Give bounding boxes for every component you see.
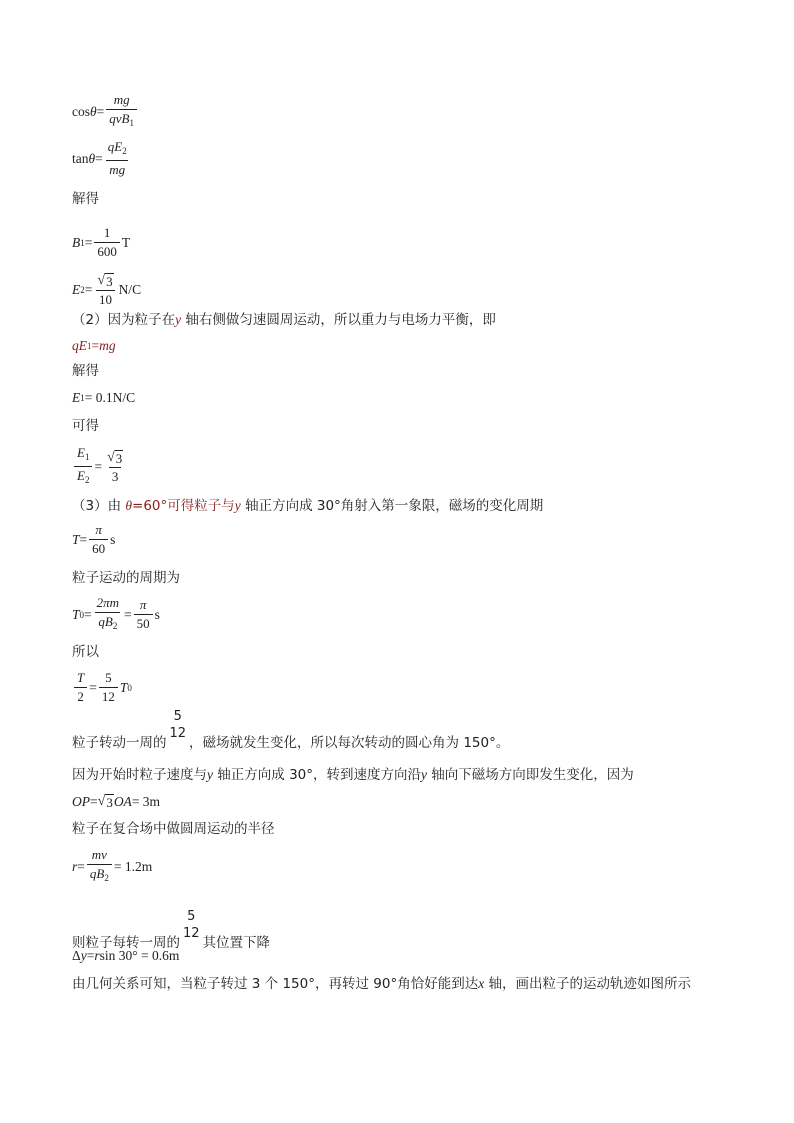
because-line <box>72 766 634 784</box>
fraction <box>89 522 108 557</box>
text-radius: 粒子在复合场中做圆周运动的半径 <box>72 821 275 837</box>
part3-suffix: 轴正方向成 30°角射入第一象限，磁场的变化周期 <box>240 498 544 514</box>
equation-E-ratio <box>72 445 128 488</box>
part3-prefix: （3）由 <box>72 498 126 514</box>
text-jiede-1: 解得 <box>72 191 99 207</box>
because-suffix: 轴向下磁场方向即发生变化，因为 <box>427 767 634 783</box>
fraction-E-ratio <box>74 445 92 488</box>
subscript: 0 <box>79 609 85 620</box>
subscript: 2 <box>112 621 118 631</box>
var-y: y <box>421 767 428 782</box>
equals-sign: = <box>96 103 105 119</box>
denominator: 12 <box>99 687 118 705</box>
denominator-qB: qB <box>98 614 113 629</box>
equation-E1 <box>72 389 135 407</box>
T-symbol: T <box>72 531 80 547</box>
equals-sign: = <box>91 338 100 353</box>
var-x: x <box>478 976 485 991</box>
sqrt: √ 3 <box>97 794 113 810</box>
equals-sign-2: = <box>124 606 132 622</box>
fraction-5-12 <box>99 670 118 705</box>
var-y: y <box>207 767 213 782</box>
subscript: 2 <box>104 873 109 883</box>
denominator: 50 <box>134 614 153 632</box>
denominator-qB: qB <box>89 866 105 881</box>
fraction-pi-50 <box>134 597 153 632</box>
numerator: 2πm <box>96 595 120 610</box>
equals-sign: = <box>84 606 92 622</box>
equation-qE1-mg <box>72 337 116 355</box>
tan-text: tan <box>72 150 89 166</box>
E-symbol: E <box>72 390 81 405</box>
equation-B1 <box>72 225 130 260</box>
subscript: 1 <box>80 237 85 248</box>
fraction <box>105 139 130 178</box>
T-symbol: T <box>119 679 128 695</box>
subscript: 2 <box>80 285 85 295</box>
because-prefix: 因为开始时粒子速度与 <box>72 767 207 783</box>
numerator: 5 <box>105 670 112 685</box>
denominator: 10 <box>96 290 115 308</box>
unit: T <box>121 234 131 250</box>
part-2-text <box>72 311 496 329</box>
equals-sign: = <box>90 794 98 809</box>
inline-fraction-5-12 <box>181 908 202 942</box>
subscript: 1 <box>129 118 134 128</box>
fraction-sqrt3-3 <box>104 449 126 485</box>
fraction <box>94 272 116 308</box>
final-line <box>72 975 691 993</box>
subscript: 1 <box>84 452 90 462</box>
numerator-qE: qE <box>107 139 123 154</box>
y-symbol: y <box>80 948 87 963</box>
denominator: 12 <box>183 926 200 941</box>
numerator: mg <box>113 92 130 107</box>
r-symbol: r <box>72 858 78 874</box>
part2-suffix: 轴右侧做匀速圆周运动，所以重力与电场力平衡，即 <box>181 312 496 328</box>
equation-r <box>72 847 152 886</box>
equation-cos-theta <box>72 92 139 131</box>
text-motion-period: 粒子运动的周期为 <box>72 570 180 586</box>
theta-symbol: θ <box>88 150 96 166</box>
final-prefix: 由几何关系可知，当粒子转过 3 个 150°，再转过 90°角恰好能到达 <box>72 976 479 992</box>
equation-tan-theta <box>72 139 132 178</box>
rotate-suffix: ，磁场就发生变化，所以每次转动的圆心角为 150°。 <box>189 735 510 751</box>
rhs-mg: mg <box>99 338 116 353</box>
sqrt: √ 3 <box>97 273 113 289</box>
unit: N/C <box>118 282 142 297</box>
B-symbol: B <box>72 234 81 250</box>
T-symbol: T <box>72 606 80 622</box>
subscript: 0 <box>127 682 132 693</box>
denominator: 2 <box>74 687 87 705</box>
equals-sign: = <box>94 458 103 474</box>
cos-text: cos <box>72 103 90 119</box>
equals-sign: = <box>84 282 93 297</box>
OA-symbol: OA <box>113 794 132 809</box>
rotate-line <box>72 709 510 752</box>
sqrt-content: 3 <box>115 450 123 466</box>
rhs-value: = 0.1N/C <box>84 390 136 405</box>
unit: s <box>154 606 160 622</box>
equation-T <box>72 522 115 557</box>
equals-sign: = <box>89 679 97 695</box>
text-suoyi: 所以 <box>72 644 99 660</box>
rhs-value: = 3m <box>131 794 161 809</box>
rotate-prefix: 粒子转动一周的 <box>72 735 167 751</box>
unit: s <box>110 531 116 547</box>
numerator-pi: π <box>95 522 102 537</box>
part2-prefix: （2）因为粒子在 <box>72 312 176 328</box>
r-symbol: r <box>94 948 100 963</box>
sin-expression: sin 30° = 0.6m <box>99 948 180 963</box>
numerator-T: T <box>77 670 85 685</box>
denominator: 60 <box>89 539 108 557</box>
rhs-value: = 1.2m <box>113 858 153 874</box>
theta-symbol: θ <box>90 103 97 119</box>
inline-fraction-5-12 <box>168 708 189 742</box>
equation-half-period <box>72 670 132 705</box>
equation-E2 <box>72 272 141 308</box>
equation-OP <box>72 793 160 811</box>
subscript: 2 <box>84 475 90 485</box>
denominator-B: B <box>121 111 130 126</box>
text-kede: 可得 <box>72 418 99 434</box>
numerator: mv <box>91 847 107 862</box>
text-jiede-2: 解得 <box>72 363 99 379</box>
denominator-E: E <box>77 468 85 483</box>
equation-T0 <box>72 595 160 634</box>
denominator: 3 <box>109 467 122 485</box>
numerator: 5 <box>187 909 196 924</box>
final-suffix: 轴，画出粒子的运动轨迹如图所示 <box>484 976 691 992</box>
subscript: 1 <box>80 393 85 403</box>
OP-symbol: OP <box>72 794 90 809</box>
fraction-mv-qB2 <box>87 847 112 886</box>
sqrt: √ 3 <box>107 449 123 466</box>
equals-sign: = <box>84 234 93 250</box>
part3-mid: =60°可得粒子与 <box>132 498 235 514</box>
equals-sign: = <box>77 858 85 874</box>
denominator: mg <box>109 162 126 177</box>
equals-sign: = <box>95 150 103 166</box>
fraction-T-2 <box>74 670 87 705</box>
equation-delta-y <box>72 947 179 965</box>
denominator-qv: qv <box>109 111 122 126</box>
equals-sign: = <box>79 531 88 547</box>
qE-symbol: qE <box>72 338 87 353</box>
denominator: 600 <box>94 242 120 260</box>
part-3-text <box>72 497 543 515</box>
E-symbol: E <box>72 282 81 297</box>
drop-suffix: 其位置下降 <box>202 935 271 951</box>
fraction-2pim-qB2 <box>94 595 122 634</box>
theta-symbol: θ <box>125 498 133 513</box>
sqrt-content: 3 <box>106 274 113 289</box>
numerator-pi: π <box>139 597 147 612</box>
denominator: 12 <box>169 726 187 741</box>
var-y: y <box>175 312 182 327</box>
equals-sign: = <box>86 948 95 963</box>
subscript: 2 <box>122 146 127 156</box>
delta-symbol: Δ <box>72 948 81 963</box>
fraction <box>94 225 120 260</box>
fraction <box>106 92 137 131</box>
drop-prefix: 则粒子每转一周的 <box>72 935 180 951</box>
var-y: y <box>234 498 241 513</box>
sqrt-content: 3 <box>106 795 113 810</box>
numerator: 1 <box>103 225 111 240</box>
subscript: 1 <box>87 341 92 351</box>
because-mid: 轴正方向成 30°，转到速度方向沿 <box>213 767 422 783</box>
numerator: 5 <box>173 709 182 724</box>
numerator-E: E <box>77 445 85 460</box>
